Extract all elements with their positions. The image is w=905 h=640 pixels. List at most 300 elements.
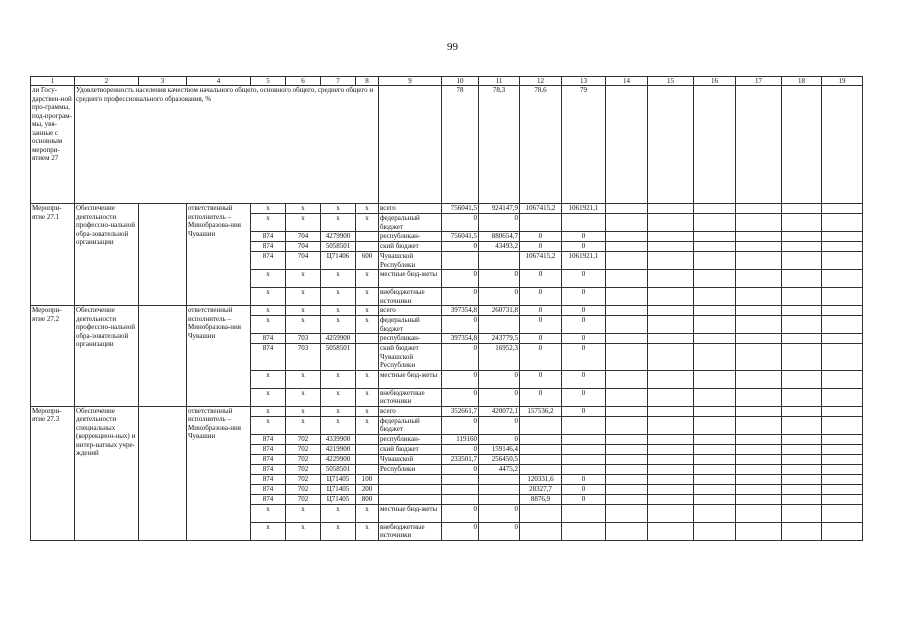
empty-cell [648, 522, 694, 540]
empty-cell [648, 464, 694, 474]
code-target-article: Ц71406 [321, 252, 356, 270]
value-2020: 420072,1 [479, 406, 520, 416]
code-target-article: 4219900 [321, 444, 356, 454]
empty-cell [606, 252, 648, 270]
code-section: 702 [286, 454, 321, 464]
empty-cell [648, 86, 694, 204]
code-section: x [286, 522, 321, 540]
code-target-article: 4259900 [321, 334, 356, 344]
funding-source: республикан- [379, 232, 442, 242]
column-number-header: 11 [479, 77, 520, 86]
code-target-article: x [321, 504, 356, 522]
empty-cell [822, 316, 863, 334]
empty-cell [648, 370, 694, 388]
value-2022: 0 [562, 388, 606, 406]
empty-cell [648, 504, 694, 522]
value-2022: 1061921,1 [562, 204, 606, 214]
value-2022: 0 [562, 316, 606, 334]
empty-cell [822, 370, 863, 388]
column-number-header: 18 [782, 77, 822, 86]
funding-source [379, 474, 442, 484]
empty-cell [648, 334, 694, 344]
value-2021: 0 [520, 288, 562, 306]
empty-cell [694, 388, 736, 406]
table-row [31, 204, 863, 214]
funding-source: Республики [379, 464, 442, 474]
responsible-executor: ответственный исполнитель – Минобразова-ния Чувашии [187, 204, 251, 306]
empty-cell [694, 370, 736, 388]
value-2022: 0 [562, 232, 606, 242]
code-expense-group: x [356, 370, 379, 388]
empty-cell [782, 522, 822, 540]
code-section: x [286, 370, 321, 388]
column-number-header: 6 [286, 77, 321, 86]
empty-cell [648, 344, 694, 371]
empty-cell [736, 454, 782, 464]
code-section: x [286, 504, 321, 522]
value-2022: 0 [562, 344, 606, 371]
empty-cell [606, 494, 648, 504]
code-grbs: 874 [251, 232, 286, 242]
code-expense-group: x [356, 388, 379, 406]
code-section: 702 [286, 444, 321, 454]
column-number-header: 10 [442, 77, 479, 86]
code-target-article: 5058501 [321, 242, 356, 252]
empty-cell [782, 444, 822, 454]
empty-cell [606, 406, 648, 416]
measure-description: Обеспечение деятельности профессио-нальной обра-зовательной организации [75, 306, 139, 407]
empty-cell [822, 464, 863, 474]
value-2019: 0 [442, 214, 479, 232]
funding-source: местные бюд-жеты [379, 504, 442, 522]
measure-description: Обеспечение деятельности специальных (коррекцион-ных) и интер-натных учре-ждений [75, 406, 139, 540]
empty-cell [782, 474, 822, 484]
empty-cell [694, 204, 736, 214]
code-section: 702 [286, 434, 321, 444]
value-2022: 0 [562, 242, 606, 252]
empty-cell [606, 434, 648, 444]
code-grbs: x [251, 370, 286, 388]
code-grbs: 874 [251, 464, 286, 474]
empty-cell [694, 474, 736, 484]
empty-cell [736, 370, 782, 388]
measure-label: Меропри-ятие 27.2 [31, 306, 75, 407]
value-2021 [520, 464, 562, 474]
code-target-article: x [321, 306, 356, 316]
empty-cell [606, 86, 648, 204]
funding-source [379, 494, 442, 504]
code-target-article: 4339900 [321, 434, 356, 444]
code-section: x [286, 416, 321, 434]
code-grbs: 874 [251, 484, 286, 494]
column-number-header: 17 [736, 77, 782, 86]
value-2020: 0 [479, 214, 520, 232]
value-2020 [479, 316, 520, 334]
column-number-header: 16 [694, 77, 736, 86]
empty-cell [782, 204, 822, 214]
code-expense-group [356, 444, 379, 454]
value-2019 [442, 252, 479, 270]
empty-cell [606, 444, 648, 454]
empty-cell [694, 306, 736, 316]
code-expense-group: 800 [356, 494, 379, 504]
value-2020: 0 [479, 370, 520, 388]
value-2021 [520, 522, 562, 540]
funding-source: местные бюд-жеты [379, 270, 442, 288]
code-target-article: x [321, 214, 356, 232]
empty-cell [648, 242, 694, 252]
funding-source: внебюджетные источники [379, 522, 442, 540]
code-section: 702 [286, 494, 321, 504]
empty-cell [606, 270, 648, 288]
empty-cell [782, 242, 822, 252]
empty-cell [822, 232, 863, 242]
empty-cell [606, 522, 648, 540]
value-2020: 243779,5 [479, 334, 520, 344]
code-expense-group: x [356, 288, 379, 306]
empty-cell [694, 434, 736, 444]
code-expense-group: x [356, 522, 379, 540]
code-target-article: Ц71405 [321, 484, 356, 494]
value-2021 [520, 214, 562, 232]
empty-cell [606, 214, 648, 232]
value-2021: 120331,6 [520, 474, 562, 484]
empty-cell [606, 344, 648, 371]
empty-cell [782, 214, 822, 232]
empty-cell [782, 306, 822, 316]
code-section: x [286, 204, 321, 214]
empty-cell [694, 252, 736, 270]
responsible-executor: ответственный исполнитель – Минобразова-ния Чувашии [187, 306, 251, 407]
code-grbs: 874 [251, 242, 286, 252]
value-2019: 0 [442, 316, 479, 334]
empty-cell [606, 504, 648, 522]
value-2020 [479, 484, 520, 494]
empty-cell [736, 232, 782, 242]
code-expense-group: 600 [356, 252, 379, 270]
empty-cell [822, 522, 863, 540]
value-2022 [562, 504, 606, 522]
code-section: x [286, 270, 321, 288]
empty-cell [648, 434, 694, 444]
empty-cell [736, 316, 782, 334]
code-section: x [286, 288, 321, 306]
empty-cell [822, 416, 863, 434]
empty-cell [782, 454, 822, 464]
empty-cell [694, 334, 736, 344]
empty-cell [782, 252, 822, 270]
empty-cell [736, 522, 782, 540]
code-grbs: x [251, 214, 286, 232]
code-grbs: 874 [251, 434, 286, 444]
empty-cell [782, 406, 822, 416]
value-2019: 0 [442, 464, 479, 474]
empty-cell [648, 316, 694, 334]
empty-cell [782, 270, 822, 288]
empty-cell [736, 464, 782, 474]
empty-cell [822, 242, 863, 252]
empty-cell [694, 288, 736, 306]
empty-cell [648, 484, 694, 494]
header-row [31, 77, 863, 86]
empty-cell [782, 464, 822, 474]
empty-cell [822, 474, 863, 484]
funding-source: федеральный бюджет [379, 316, 442, 334]
code-target-article: x [321, 316, 356, 334]
value-2019: 0 [442, 504, 479, 522]
code-target-article: 4229900 [321, 454, 356, 464]
indicator-value-2022: 79 [562, 86, 606, 204]
budget-table [30, 76, 863, 541]
empty-cell [822, 214, 863, 232]
empty-cell [782, 388, 822, 406]
value-2021: 28327,7 [520, 484, 562, 494]
value-2021: 0 [520, 270, 562, 288]
empty-cell [694, 454, 736, 464]
empty-cell [648, 474, 694, 484]
value-2020: 880654,7 [479, 232, 520, 242]
code-target-article: x [321, 270, 356, 288]
empty-cell [736, 86, 782, 204]
empty-cell [736, 288, 782, 306]
value-2022: 0 [562, 288, 606, 306]
code-expense-group [356, 434, 379, 444]
code-grbs: 874 [251, 252, 286, 270]
funding-source: всего [379, 306, 442, 316]
measure-label: Меропри-ятие 27.1 [31, 204, 75, 306]
empty-cell [606, 306, 648, 316]
code-target-article: x [321, 288, 356, 306]
empty-cell [822, 454, 863, 464]
empty-cell [782, 370, 822, 388]
column-number-header: 3 [139, 77, 187, 86]
column-number-header: 5 [251, 77, 286, 86]
empty-cell [606, 242, 648, 252]
empty-cell [736, 214, 782, 232]
code-grbs: 874 [251, 454, 286, 464]
empty-cell [694, 484, 736, 494]
value-2019: 233501,7 [442, 454, 479, 464]
value-2022 [562, 522, 606, 540]
value-2021: 0 [520, 334, 562, 344]
empty-cell [648, 288, 694, 306]
empty-cell [782, 504, 822, 522]
value-2019: 0 [442, 288, 479, 306]
code-target-article: x [321, 406, 356, 416]
funding-source: ский бюджет Чувашской Республики [379, 344, 442, 371]
value-2019: 119160 [442, 434, 479, 444]
empty-cell [782, 434, 822, 444]
value-2019: 0 [442, 270, 479, 288]
funding-source: ский бюджет [379, 242, 442, 252]
code-target-article: x [321, 522, 356, 540]
empty-cell [822, 270, 863, 288]
empty-cell [694, 464, 736, 474]
empty-cell [648, 406, 694, 416]
code-expense-group: x [356, 204, 379, 214]
code-target-article: x [321, 388, 356, 406]
empty-cell [606, 204, 648, 214]
value-2020: 159146,4 [479, 444, 520, 454]
funding-source: федеральный бюджет [379, 214, 442, 232]
value-2019: 756041,5 [442, 204, 479, 214]
empty-cell [606, 334, 648, 344]
value-2020: 0 [479, 434, 520, 444]
funding-source: федеральный бюджет [379, 416, 442, 434]
empty-cell [648, 494, 694, 504]
empty-cell [736, 474, 782, 484]
value-2022: 0 [562, 474, 606, 484]
empty-cell [648, 204, 694, 214]
value-2020: 16952,3 [479, 344, 520, 371]
column-number-header: 2 [75, 77, 139, 86]
indicator-label: ли Госу-дарствен-ной про-граммы, под-програм-мы, увя-занные с основным меропри-ятием 27 [31, 86, 75, 204]
empty-cell [736, 484, 782, 494]
empty-cell [782, 484, 822, 494]
funding-source: Чувашской Республики [379, 252, 442, 270]
code-expense-group [356, 232, 379, 242]
code-target-article: Ц71405 [321, 494, 356, 504]
empty-cell [606, 316, 648, 334]
value-2019: 0 [442, 522, 479, 540]
empty-cell [606, 416, 648, 434]
value-2020: 0 [479, 388, 520, 406]
value-2020 [479, 494, 520, 504]
value-2020: 43493,2 [479, 242, 520, 252]
code-section: 702 [286, 464, 321, 474]
empty-cell [648, 270, 694, 288]
code-expense-group: x [356, 416, 379, 434]
empty-cell [822, 484, 863, 494]
indicator-row [31, 86, 863, 204]
value-2019: 397354,8 [442, 306, 479, 316]
funding-source: Чувашской [379, 454, 442, 464]
empty-cell [694, 406, 736, 416]
empty-cell [648, 416, 694, 434]
value-2019: 0 [442, 370, 479, 388]
value-2021: 0 [520, 232, 562, 242]
empty-cell [606, 388, 648, 406]
code-section: 704 [286, 242, 321, 252]
code-section: 703 [286, 334, 321, 344]
empty-cell [694, 504, 736, 522]
value-2020: 256450,5 [479, 454, 520, 464]
code-grbs: x [251, 288, 286, 306]
code-section: x [286, 388, 321, 406]
value-2019: 0 [442, 344, 479, 371]
empty-cell [736, 504, 782, 522]
code-grbs: x [251, 416, 286, 434]
empty-cell [782, 86, 822, 204]
empty-cell [379, 86, 442, 204]
funding-source [379, 484, 442, 494]
code-expense-group: x [356, 306, 379, 316]
empty-cell [736, 252, 782, 270]
column-number-header: 14 [606, 77, 648, 86]
value-2021 [520, 434, 562, 444]
funding-source: республикан- [379, 434, 442, 444]
empty-cell [782, 494, 822, 504]
funding-source: ский бюджет [379, 444, 442, 454]
code-target-article: 5058501 [321, 344, 356, 371]
value-2022 [562, 434, 606, 444]
value-2019: 0 [442, 242, 479, 252]
code-grbs: x [251, 306, 286, 316]
value-2020 [479, 252, 520, 270]
value-2021 [520, 444, 562, 454]
code-grbs: x [251, 270, 286, 288]
value-2019: 0 [442, 444, 479, 454]
empty-cell [736, 344, 782, 371]
empty-cell [694, 270, 736, 288]
code-grbs: 874 [251, 334, 286, 344]
empty-cell [694, 522, 736, 540]
empty-cell [782, 316, 822, 334]
code-expense-group: x [356, 214, 379, 232]
value-2019 [442, 474, 479, 484]
value-2022: 0 [562, 370, 606, 388]
value-2019: 0 [442, 388, 479, 406]
value-2021: 0 [520, 306, 562, 316]
value-2022 [562, 444, 606, 454]
code-grbs: x [251, 522, 286, 540]
code-target-article: x [321, 370, 356, 388]
page-number: 99 [447, 41, 458, 53]
code-expense-group: x [356, 504, 379, 522]
empty-cell [822, 334, 863, 344]
code-expense-group [356, 334, 379, 344]
funding-source: внебюджетные источники [379, 288, 442, 306]
code-grbs: x [251, 406, 286, 416]
responsible-executor: ответственный исполнитель – Минобразова-ния Чувашии [187, 406, 251, 540]
value-2021: 0 [520, 344, 562, 371]
empty-cell [648, 252, 694, 270]
empty-cell [736, 242, 782, 252]
empty-cell [694, 494, 736, 504]
empty-cell [606, 464, 648, 474]
empty-cell [736, 444, 782, 454]
empty-cell [606, 288, 648, 306]
code-expense-group [356, 344, 379, 371]
value-2019: 756041,5 [442, 232, 479, 242]
code-grbs: 874 [251, 494, 286, 504]
value-2021 [520, 454, 562, 464]
code-section: x [286, 214, 321, 232]
value-2021: 0 [520, 316, 562, 334]
empty-cell [736, 334, 782, 344]
empty-cell [822, 434, 863, 444]
value-2021 [520, 416, 562, 434]
empty-cell [782, 344, 822, 371]
value-2021: 157536,2 [520, 406, 562, 416]
funding-source: внебюджетные источники [379, 388, 442, 406]
empty-cell [606, 484, 648, 494]
empty-cell [694, 344, 736, 371]
empty-cell [694, 232, 736, 242]
measure-description: Обеспечение деятельности профессио-нальной обра-зовательной организации [75, 204, 139, 306]
empty-cell [822, 252, 863, 270]
code-grbs: x [251, 388, 286, 406]
value-2020: 0 [479, 416, 520, 434]
empty-cell [694, 416, 736, 434]
code-grbs: 874 [251, 474, 286, 484]
value-2022: 0 [562, 334, 606, 344]
funding-source: всего [379, 204, 442, 214]
code-expense-group: 100 [356, 474, 379, 484]
value-2021: 0 [520, 242, 562, 252]
value-2022: 0 [562, 484, 606, 494]
funding-source: республикан- [379, 334, 442, 344]
